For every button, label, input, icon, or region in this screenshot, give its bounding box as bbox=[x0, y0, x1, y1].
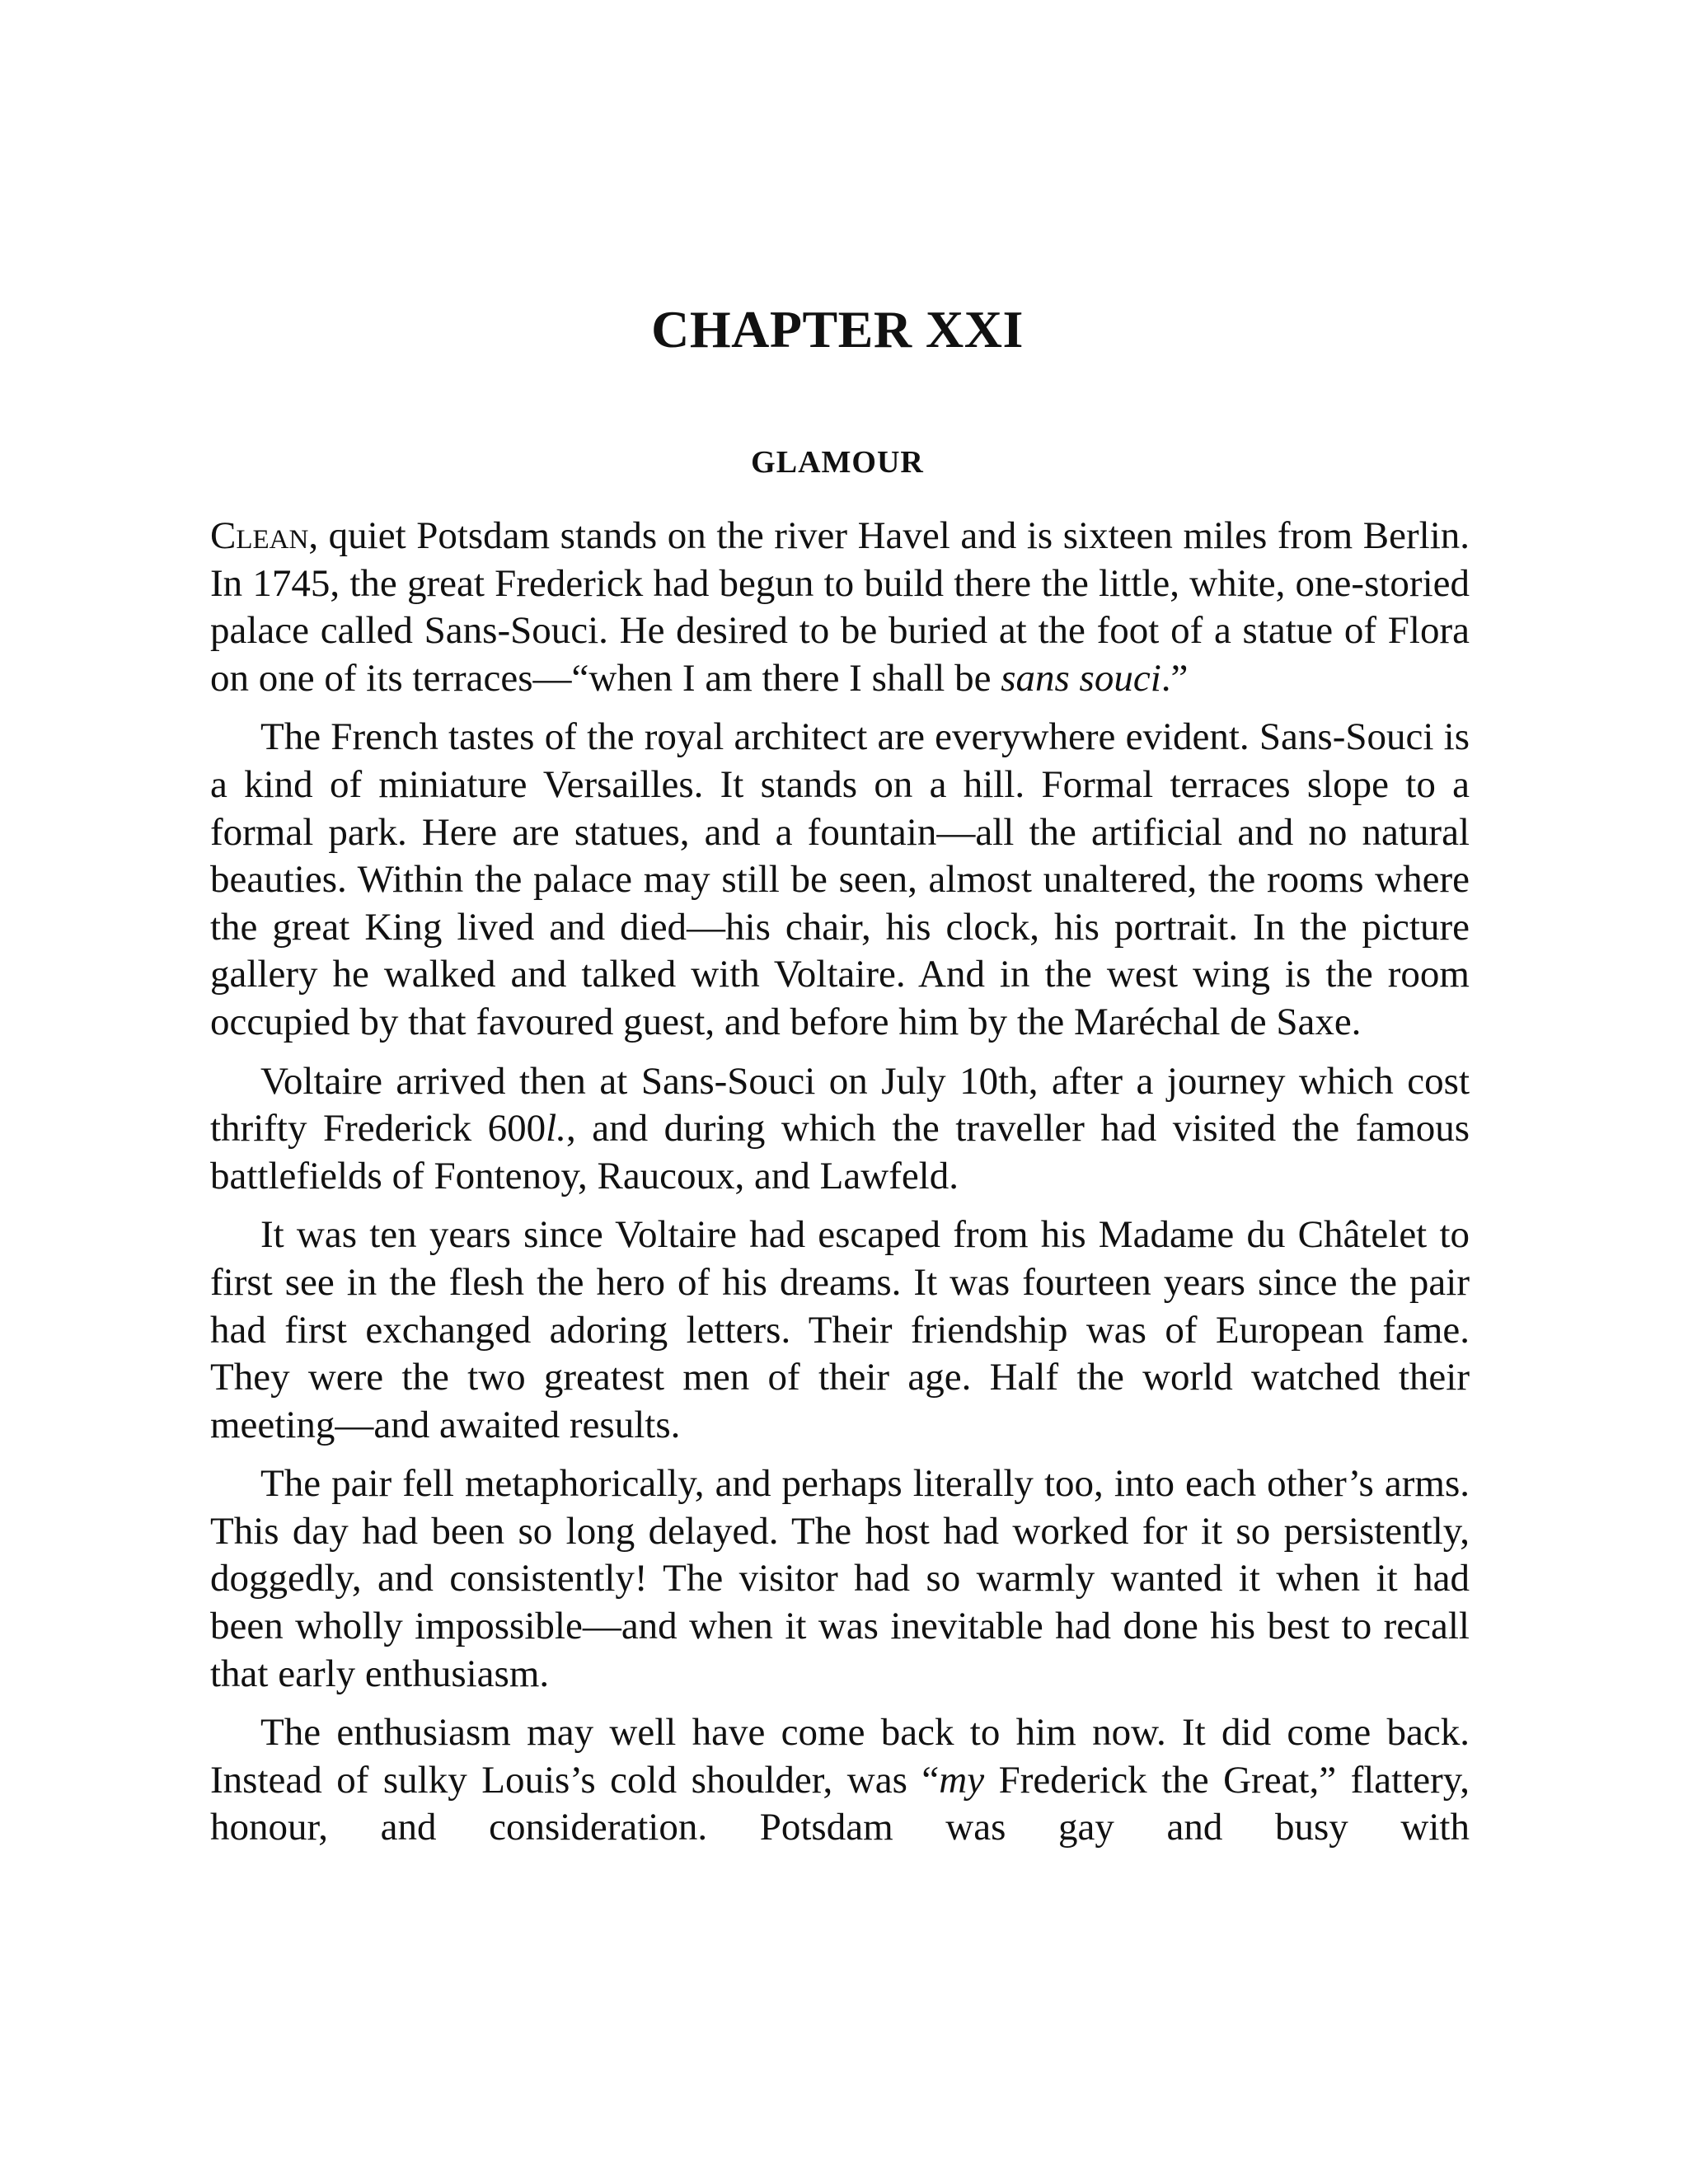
paragraph-3-after: , and during which the traveller had visited the famous battlefields of Fontenoy, Raucoux, and Lawfeld. bbox=[210, 1107, 1470, 1197]
paragraph-6-before: The enthusiasm may well have come back to him now. It did come back. Instead of sulky Louis’s cold shoulder, was “ bbox=[210, 1711, 1470, 1802]
paragraph-1-end: .” bbox=[1160, 656, 1189, 700]
drop-lead-word: Clean bbox=[210, 514, 309, 557]
paragraph-3 bbox=[210, 1058, 1470, 1201]
paragraph-6-after: Frederick the Great,” flattery, honour, and consideration. Potsdam was gay and busy with bbox=[210, 1758, 1470, 1849]
paragraph-5: The pair fell metaphorically, and perhaps literally too, into each other’s arms. This day had been so long delayed. The host had worked for it so persistently, doggedly, and consistently! The visitor had so warmly wanted it when it had been wholly impossible—and when it was inevitable had done his best to recall that early enthusiasm. bbox=[210, 1462, 1470, 1695]
paragraph-3-italic: l. bbox=[546, 1107, 566, 1151]
paragraph-6-italic: my bbox=[939, 1758, 985, 1802]
paragraph-3-before: Voltaire arrived then at Sans-Souci on July 10th, after a journey which cost thrifty Frederick 600 bbox=[210, 1059, 1470, 1151]
chapter-subtitle: GLAMOUR bbox=[751, 445, 924, 480]
paragraph-6 bbox=[210, 1709, 1470, 1852]
chapter-body bbox=[210, 513, 1470, 1863]
paragraph-1-italic: sans souci bbox=[1001, 656, 1161, 700]
paragraph-4: It was ten years since Voltaire had escaped from his Madame du Châtelet to first see in the flesh the hero of his dreams. It was fourteen years since the pair had first exchanged adoring letters. Their friendship was of European fame. They were the two greatest men of their age. Half the world watched their meeting—and awaited results. bbox=[210, 1213, 1470, 1446]
chapter-title: CHAPTER XXI bbox=[651, 300, 1024, 359]
paragraph-1-text: , quiet Potsdam stands on the river Havel and is sixteen miles from Berlin. In 1745, the great Frederick had begun to build there the little, white, one-storied palace called Sans-Souci. He desired to be buried at the foot of a statue of Flora on one of its terraces—“when I am there I shall be bbox=[210, 514, 1470, 700]
paragraph-2: The French tastes of the royal architect are everywhere evident. Sans-Souci is a kind of miniature Versailles. It stands on a hill. Formal terraces slope to a formal park. Here are statues, and a fountain—all the artificial and no natural beauties. Within the palace may still be seen, almost unaltered, the rooms where the great King lived and died—his chair, his clock, his portrait. In the picture gallery he walked and talked with Voltaire. And in the west wing is the room occupied by that favoured guest, and before him by the Maréchal de Saxe. bbox=[210, 715, 1470, 1043]
paragraph-1 bbox=[210, 513, 1470, 702]
